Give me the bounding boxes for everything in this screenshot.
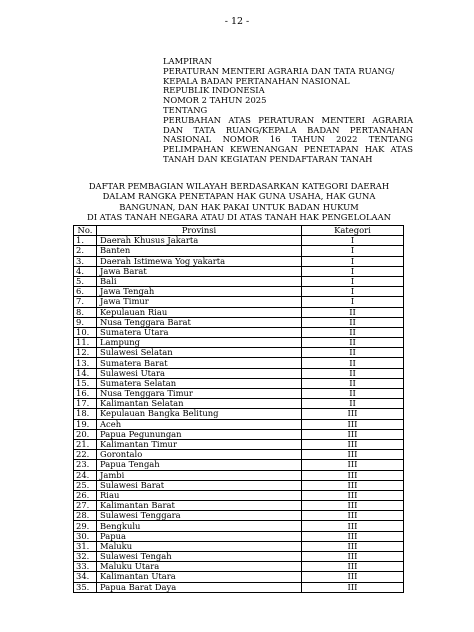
province-name: Maluku xyxy=(97,541,302,551)
row-number: 29. xyxy=(74,521,97,531)
category-value: III xyxy=(302,521,404,531)
lampiran-line: TENTANG xyxy=(163,104,208,115)
category-value: III xyxy=(302,541,404,551)
row-number: 31. xyxy=(74,541,97,551)
row-number: 22. xyxy=(74,450,97,460)
province-name: Sulawesi Selatan xyxy=(97,348,302,358)
province-name: Papua Pegunungan xyxy=(97,429,302,439)
subject-line: PELIMPAHAN KEWENANGAN PENETAPAN HAK ATAS xyxy=(163,144,413,155)
subject-line: PERUBAHAN ATAS PERATURAN MENTERI AGRARIA xyxy=(163,114,413,125)
table-row xyxy=(74,389,404,399)
province-name: Jawa Timur xyxy=(97,297,302,307)
province-name: Kepulauan Bangka Belitung xyxy=(97,409,302,419)
row-number: 28. xyxy=(74,511,97,521)
category-value: III xyxy=(302,511,404,521)
category-value: III xyxy=(302,501,404,511)
category-value: I xyxy=(302,287,404,297)
table-row xyxy=(74,276,404,286)
row-number: 3. xyxy=(74,256,97,266)
region-category-table xyxy=(73,225,404,593)
list-title-line: DAFTAR PEMBAGIAN WILAYAH BERDASARKAN KATEGORI DAERAH xyxy=(88,181,390,191)
province-name: Sumatera Barat xyxy=(97,358,302,368)
subject-line: DAN TATA RUANG/KEPALA BADAN PERTANAHAN xyxy=(163,124,413,135)
table-row xyxy=(74,572,404,582)
table-row xyxy=(74,531,404,541)
province-name: Daerah Khusus Jakarta xyxy=(97,236,302,246)
category-value: III xyxy=(302,409,404,419)
subject-line: TANAH DAN KEGIATAN PENDAFTARAN TANAH xyxy=(163,153,373,164)
lampiran-line: LAMPIRAN xyxy=(163,56,212,66)
category-value: III xyxy=(302,572,404,582)
province-name: Sumatera Utara xyxy=(97,327,302,337)
subject-line: NASIONAL NOMOR 16 TAHUN 2022 TENTANG xyxy=(163,134,413,145)
row-number: 32. xyxy=(74,552,97,562)
table-row xyxy=(74,287,404,297)
table-row xyxy=(74,501,404,511)
province-name: Papua Tengah xyxy=(97,460,302,470)
table-row xyxy=(74,439,404,449)
table-row xyxy=(74,470,404,480)
row-number: 19. xyxy=(74,419,97,429)
table-row xyxy=(74,338,404,348)
category-value: II xyxy=(302,378,404,388)
province-name: Daerah Istimewa Yog yakarta xyxy=(97,256,302,266)
lampiran-line: KEPALA BADAN PERTANAHAN NASIONAL xyxy=(163,75,350,86)
table-row xyxy=(74,378,404,388)
province-name: Kepulauan Riau xyxy=(97,307,302,317)
province-name: Kalimantan Utara xyxy=(97,572,302,582)
province-name: Sumatera Selatan xyxy=(97,378,302,388)
category-value: III xyxy=(302,552,404,562)
table-row xyxy=(74,521,404,531)
list-title-line: BANGUNAN, DAN HAK PAKAI UNTUK BADAN HUKUM xyxy=(119,201,359,212)
table-row xyxy=(74,266,404,276)
table-row xyxy=(74,317,404,327)
category-value: II xyxy=(302,358,404,368)
province-name: Aceh xyxy=(97,419,302,429)
category-value: III xyxy=(302,470,404,480)
province-name: Banten xyxy=(97,246,302,256)
province-name: Riau xyxy=(97,490,302,500)
row-number: 2. xyxy=(74,246,97,256)
province-name: Kalimantan Barat xyxy=(97,501,302,511)
page-number: - 12 - xyxy=(224,16,250,27)
table-body xyxy=(74,236,404,593)
table-row xyxy=(74,327,404,337)
row-number: 33. xyxy=(74,562,97,572)
table-row xyxy=(74,348,404,358)
row-number: 34. xyxy=(74,572,97,582)
category-value: III xyxy=(302,439,404,449)
province-name: Gorontalo xyxy=(97,450,302,460)
header-provinsi: Provinsi xyxy=(97,226,302,236)
province-name: Lampung xyxy=(97,338,302,348)
table-row xyxy=(74,236,404,246)
category-value: I xyxy=(302,266,404,276)
category-value: III xyxy=(302,480,404,490)
lampiran-line: REPUBLIK INDONESIA xyxy=(163,85,265,96)
province-name: Bengkulu xyxy=(97,521,302,531)
table-row xyxy=(74,511,404,521)
row-number: 27. xyxy=(74,501,97,511)
table-row xyxy=(74,399,404,409)
province-name: Papua Barat Daya xyxy=(97,582,302,592)
province-name: Papua xyxy=(97,531,302,541)
header-kategori: Kategori xyxy=(302,226,404,236)
category-value: II xyxy=(302,307,404,317)
province-name: Nusa Tenggara Timur xyxy=(97,389,302,399)
table-row xyxy=(74,552,404,562)
row-number: 23. xyxy=(74,460,97,470)
table-row xyxy=(74,256,404,266)
row-number: 1. xyxy=(74,236,97,246)
list-title-line: DALAM RANGKA PENETAPAN HAK GUNA USAHA, HAK GUNA xyxy=(102,191,376,202)
row-number: 30. xyxy=(74,531,97,541)
row-number: 6. xyxy=(74,287,97,297)
row-number: 10. xyxy=(74,327,97,337)
table-row xyxy=(74,460,404,470)
category-value: I xyxy=(302,276,404,286)
row-number: 5. xyxy=(74,276,97,286)
province-name: Jawa Tengah xyxy=(97,287,302,297)
table-row xyxy=(74,562,404,572)
row-number: 4. xyxy=(74,266,97,276)
category-value: II xyxy=(302,368,404,378)
category-value: II xyxy=(302,399,404,409)
category-value: III xyxy=(302,562,404,572)
category-value: I xyxy=(302,297,404,307)
province-name: Jambi xyxy=(97,470,302,480)
province-name: Kalimantan Selatan xyxy=(97,399,302,409)
category-value: III xyxy=(302,450,404,460)
category-value: III xyxy=(302,429,404,439)
table-row xyxy=(74,297,404,307)
province-name: Sulawesi Tengah xyxy=(97,552,302,562)
category-value: II xyxy=(302,338,404,348)
province-name: Maluku Utara xyxy=(97,562,302,572)
list-title-line: DI ATAS TANAH NEGARA ATAU DI ATAS TANAH HAK PENGELOLAAN xyxy=(87,211,391,222)
category-value: II xyxy=(302,348,404,358)
row-number: 25. xyxy=(74,480,97,490)
table-row xyxy=(74,480,404,490)
table-row xyxy=(74,368,404,378)
category-value: II xyxy=(302,389,404,399)
province-name: Kalimantan Timur xyxy=(97,439,302,449)
category-value: I xyxy=(302,236,404,246)
province-name: Sulawesi Barat xyxy=(97,480,302,490)
row-number: 24. xyxy=(74,470,97,480)
table-row xyxy=(74,429,404,439)
row-number: 16. xyxy=(74,389,97,399)
table-header-row xyxy=(74,226,404,236)
row-number: 11. xyxy=(74,338,97,348)
province-name: Nusa Tenggara Barat xyxy=(97,317,302,327)
table-row xyxy=(74,450,404,460)
table-row xyxy=(74,307,404,317)
table-row xyxy=(74,490,404,500)
table-row xyxy=(74,409,404,419)
province-name: Sulawesi Utara xyxy=(97,368,302,378)
table-row xyxy=(74,582,404,592)
row-number: 35. xyxy=(74,582,97,592)
row-number: 17. xyxy=(74,399,97,409)
list-title xyxy=(54,181,424,222)
table-row xyxy=(74,541,404,551)
province-name: Bali xyxy=(97,276,302,286)
lampiran-line: NOMOR 2 TAHUN 2025 xyxy=(163,95,267,106)
row-number: 13. xyxy=(74,358,97,368)
row-number: 8. xyxy=(74,307,97,317)
category-value: III xyxy=(302,531,404,541)
row-number: 26. xyxy=(74,490,97,500)
row-number: 15. xyxy=(74,378,97,388)
province-name: Sulawesi Tenggara xyxy=(97,511,302,521)
row-number: 21. xyxy=(74,439,97,449)
row-number: 20. xyxy=(74,429,97,439)
row-number: 12. xyxy=(74,348,97,358)
category-value: III xyxy=(302,419,404,429)
category-value: I xyxy=(302,246,404,256)
lampiran-block xyxy=(163,57,413,165)
category-value: I xyxy=(302,256,404,266)
row-number: 18. xyxy=(74,409,97,419)
lampiran-line: PERATURAN MENTERI AGRARIA DAN TATA RUANG/ xyxy=(163,65,395,76)
category-value: II xyxy=(302,317,404,327)
category-value: III xyxy=(302,490,404,500)
province-name: Jawa Barat xyxy=(97,266,302,276)
row-number: 7. xyxy=(74,297,97,307)
category-value: II xyxy=(302,327,404,337)
category-value: III xyxy=(302,582,404,592)
table-row xyxy=(74,358,404,368)
header-no: No. xyxy=(74,226,97,236)
row-number: 14. xyxy=(74,368,97,378)
row-number: 9. xyxy=(74,317,97,327)
table-row xyxy=(74,419,404,429)
table-row xyxy=(74,246,404,256)
category-value: III xyxy=(302,460,404,470)
